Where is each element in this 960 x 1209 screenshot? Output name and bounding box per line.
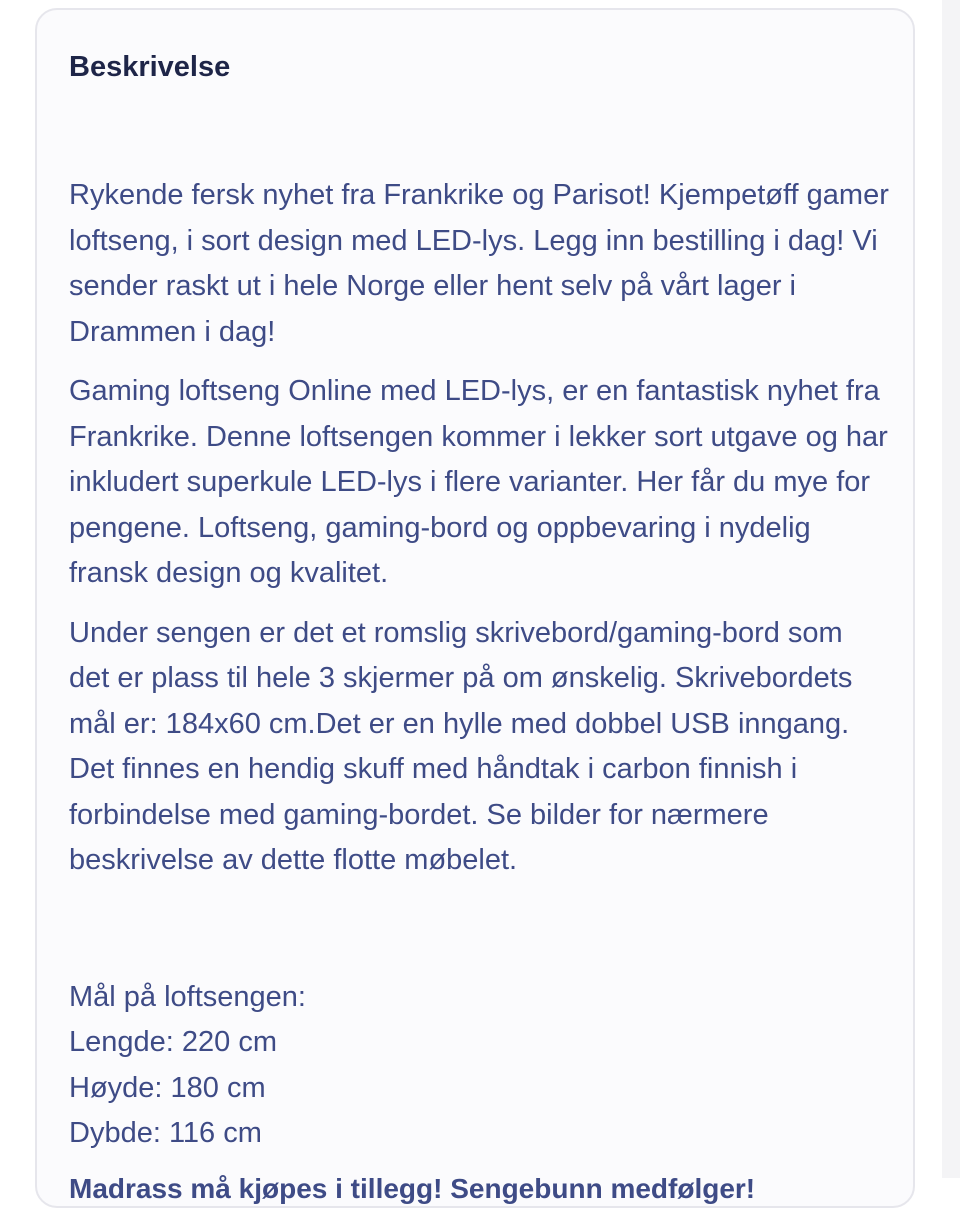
mattress-note: Madrass må kjøpes i tillegg! Sengebunn medfølger! <box>69 1172 756 1204</box>
dimension-depth: Dybde: 116 cm <box>69 1117 262 1149</box>
description-paragraph-led: Gaming loftseng Online med LED-lys, er en fantastisk nyhet fra Frankrike. Denne loftsengen kommer i lekker sort utgave og har inkludert superkule LED-lys i flere varianter. Her får du mye for pengene. Loftseng, gaming-bord og oppbevaring i nydelig fransk design og kvalitet. <box>69 375 888 589</box>
scroll-edge <box>942 0 960 1178</box>
dimension-height: Høyde: 180 cm <box>69 1071 266 1104</box>
dimensions-block <box>69 975 889 1157</box>
description-card <box>35 8 915 1208</box>
description-content <box>69 50 889 1209</box>
dimension-length: Lengde: 220 cm <box>69 1026 277 1058</box>
description-title: Beskrivelse <box>69 51 231 83</box>
dimensions-heading: Mål på loftsengen: <box>69 980 306 1013</box>
description-paragraph-intro: Rykende fersk nyhet fra Frankrike og Parisot! Kjempetøff gamer loftseng, i sort design med LED-lys. Legg inn bestilling i dag! Vi sender raskt ut i hele Norge eller hent selv på vårt lager i Drammen i dag! <box>69 179 889 348</box>
description-paragraph-desk: Under sengen er det et romslig skrivebord/gaming-bord som det er plass til hele 3 skjermer på om ønskelig. Skrivebordets mål er: 184x60 cm.Det er en hylle med dobbel USB inngang. Det finnes en hendig skuff med håndtak i carbon finnish i forbindelse med gaming-bordet. Se bilder for nærmere beskrivelse av dette flotte møbelet. <box>69 616 853 876</box>
